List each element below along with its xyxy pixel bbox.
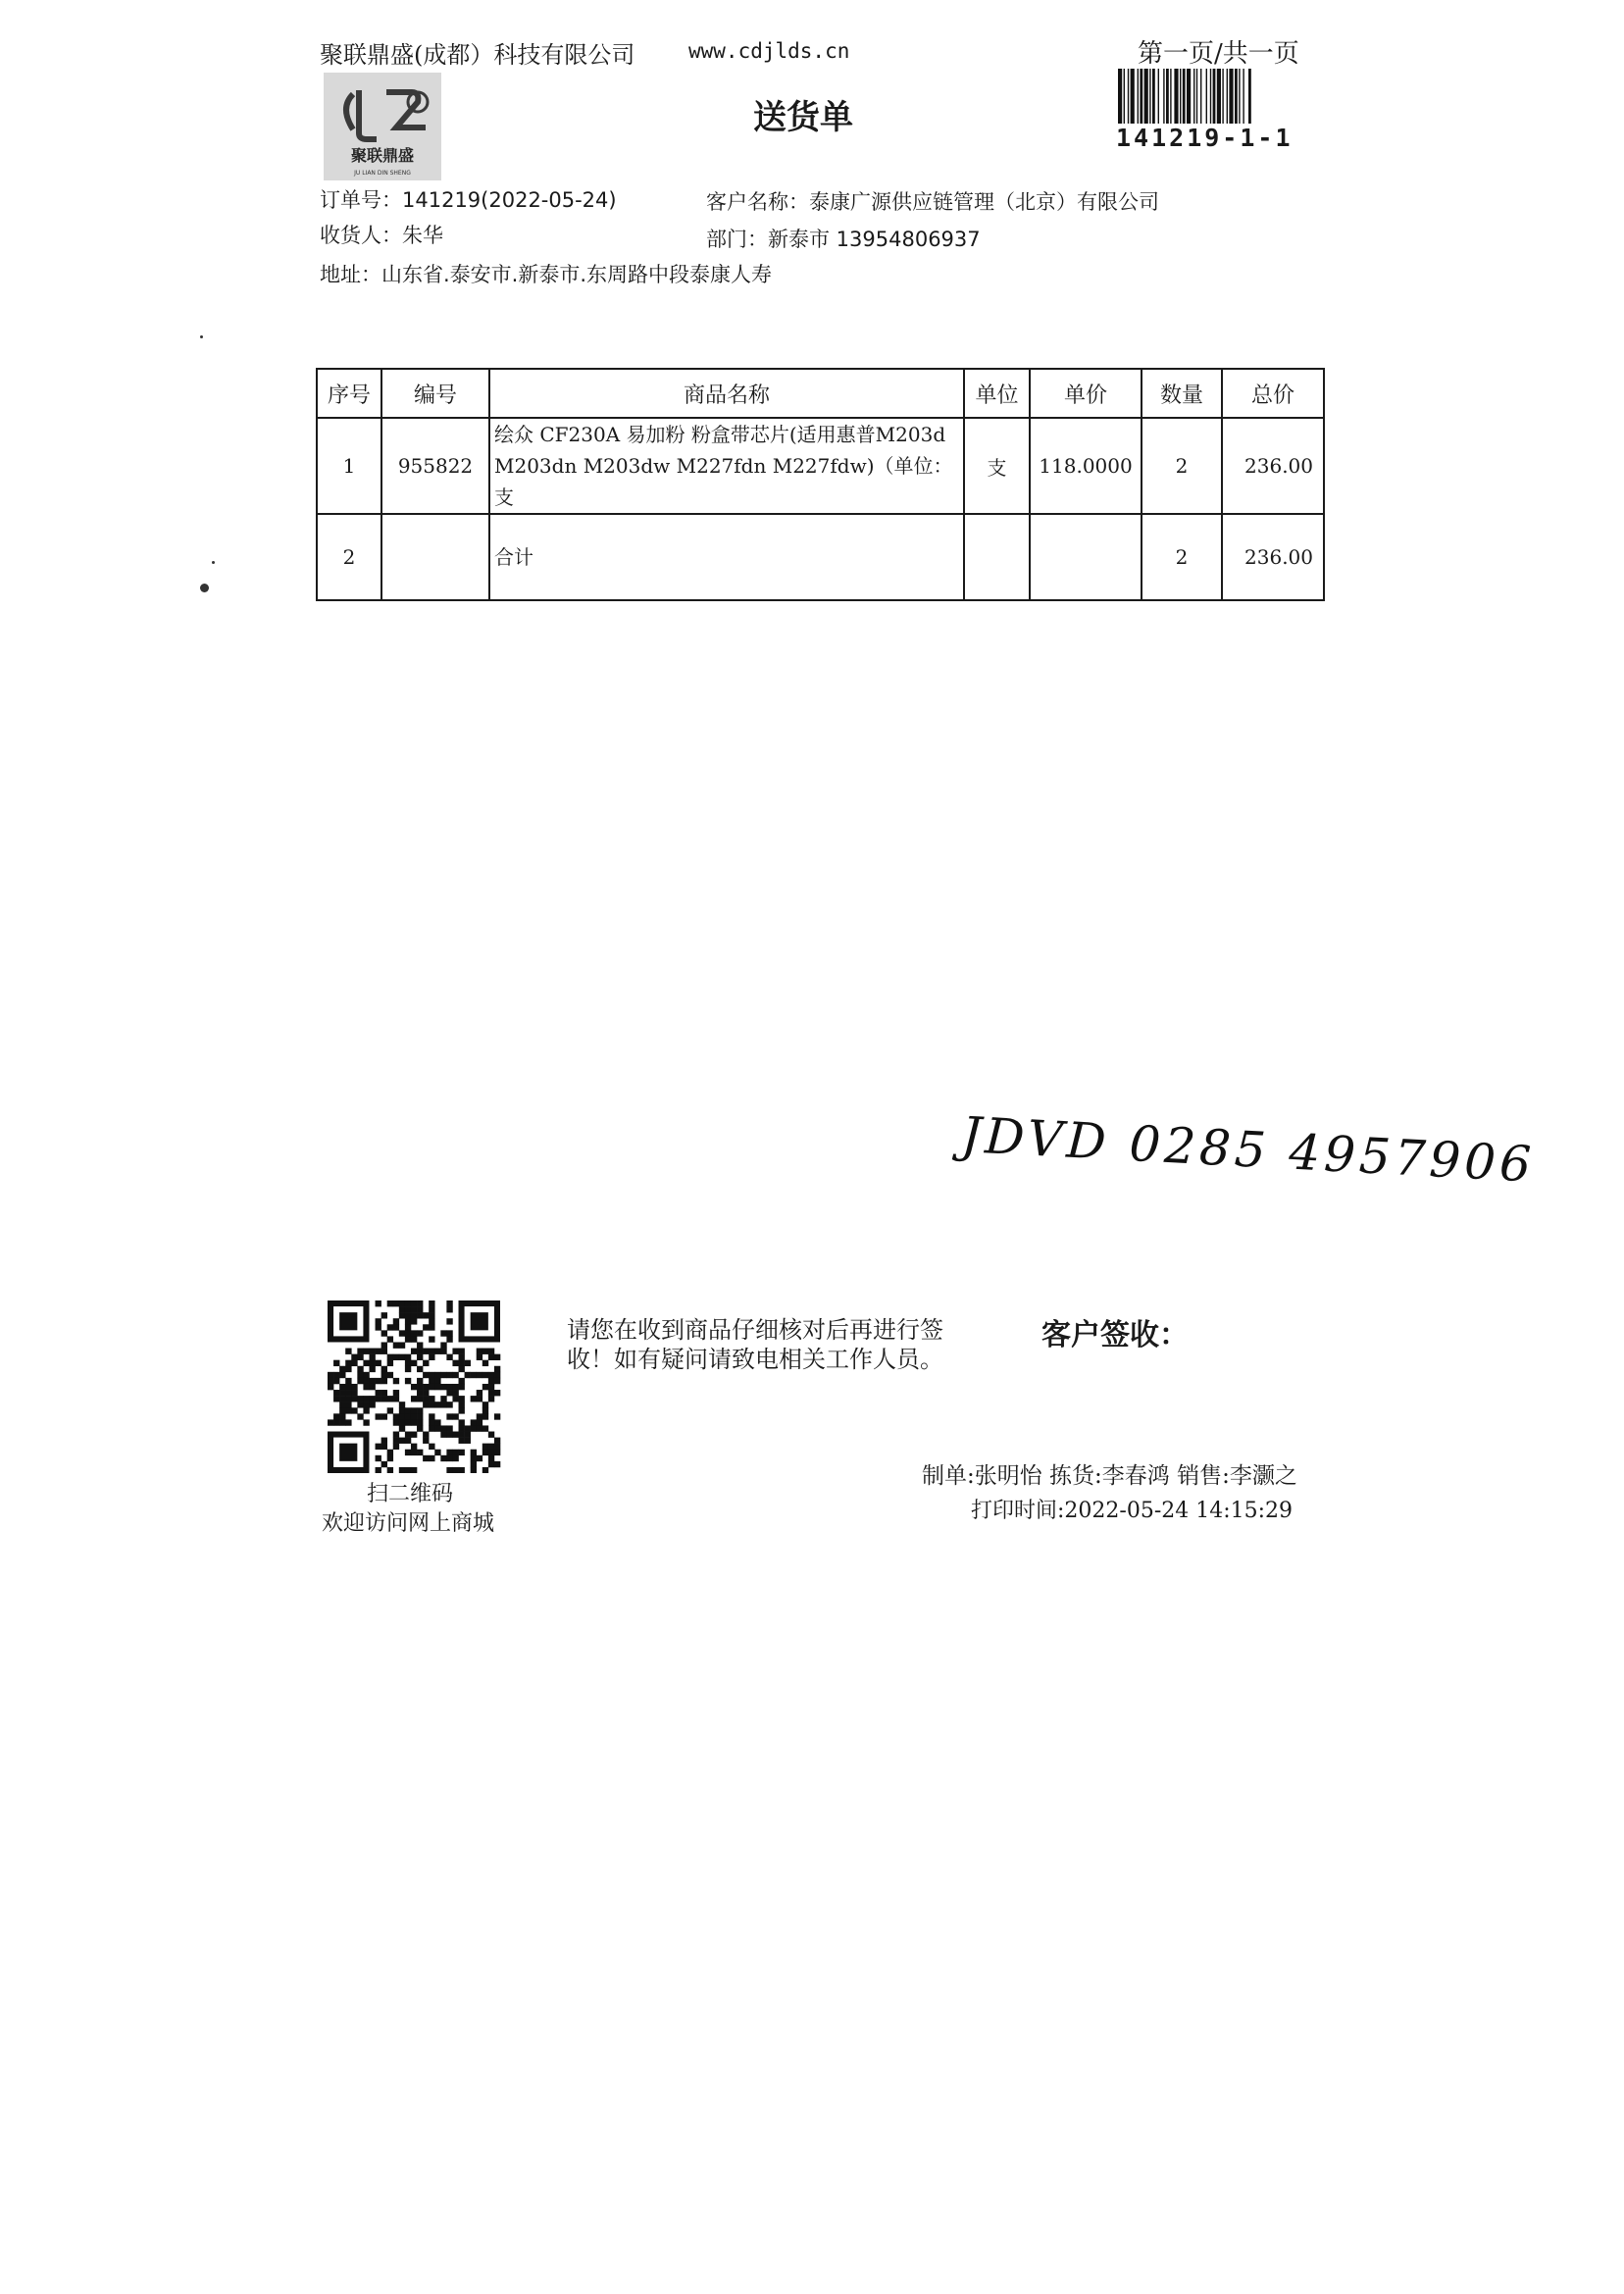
consignee: 收货人：朱华 [320,224,443,247]
col-header-qty: 数量 [1142,369,1222,418]
col-header-name: 商品名称 [489,369,964,418]
scan-speck [200,335,203,338]
col-header-unit: 单位 [964,369,1030,418]
table-header-row [317,369,1324,418]
qr-caption: 扫二维码 [367,1482,454,1506]
scan-speck [212,561,215,564]
cell-code [381,514,489,600]
cell-total-label: 合计 [489,514,964,600]
staff-info: 制单:张明怡 拣货:李春鸿 销售:李灏之 [922,1463,1297,1489]
order-number: 订单号：141219(2022-05-24) [320,188,617,212]
cell-price [1030,514,1142,600]
qr-code [328,1300,506,1473]
col-header-price: 单价 [1030,369,1142,418]
delivery-address: 地址：山东省.泰安市.新泰市.东周路中段泰康人寿 [320,263,773,286]
customer-signature-label: 客户签收： [1041,1318,1189,1352]
col-header-seq: 序号 [317,369,381,418]
logo-text: 聚联鼎盛 [350,146,415,165]
customer-name: 客户名称：泰康广源供应链管理（北京）有限公司 [706,190,1159,214]
company-website: www.cdjlds.cn [688,39,850,63]
items-table [316,368,1325,601]
cell-seq: 1 [317,418,381,514]
print-time: 打印时间:2022-05-24 14:15:29 [971,1499,1294,1523]
barcode-number: 141219-1-1 [1116,124,1294,152]
page-indicator: 第一页/共一页 [1138,39,1299,69]
cell-qty: 2 [1142,418,1222,514]
logo-graphic [324,73,441,180]
table-row-total [317,514,1324,600]
handwritten-tracking-number: JDVD 0285 4957906 [959,1106,1537,1194]
scan-speck [200,584,209,592]
cell-code: 955822 [381,418,489,514]
table-row [317,418,1324,514]
col-header-code: 编号 [381,369,489,418]
qr-caption-secondary: 欢迎访问网上商城 [322,1511,495,1536]
col-header-total: 总价 [1222,369,1324,418]
cell-total: 236.00 [1222,514,1324,600]
cell-unit [964,514,1030,600]
product-name-line2: M203dn M203dw M227fdn M227fdw)（单位：支 [494,454,953,509]
department: 部门：新泰市 13954806937 [706,228,981,251]
cell-seq: 2 [317,514,381,600]
barcode [1116,69,1312,124]
notice-text-line2: 收！如有疑问请致电相关工作人员。 [567,1346,943,1373]
notice-text-line1: 请您在收到商品仔细核对后再进行签 [567,1316,943,1344]
company-name: 聚联鼎盛(成都）科技有限公司 [320,41,635,69]
cell-price: 118.0000 [1030,418,1142,514]
document-title: 送货单 [753,98,853,137]
cell-total: 236.00 [1222,418,1324,514]
cell-unit: 支 [964,418,1030,514]
logo-subtext: JU LIAN DIN SHENG [354,170,411,177]
cell-product-name [489,418,964,514]
product-name-line1: 绘众 CF230A 易加粉 粉盒带芯片(适用惠普M203d [494,423,946,446]
company-logo [324,73,441,180]
cell-qty: 2 [1142,514,1222,600]
